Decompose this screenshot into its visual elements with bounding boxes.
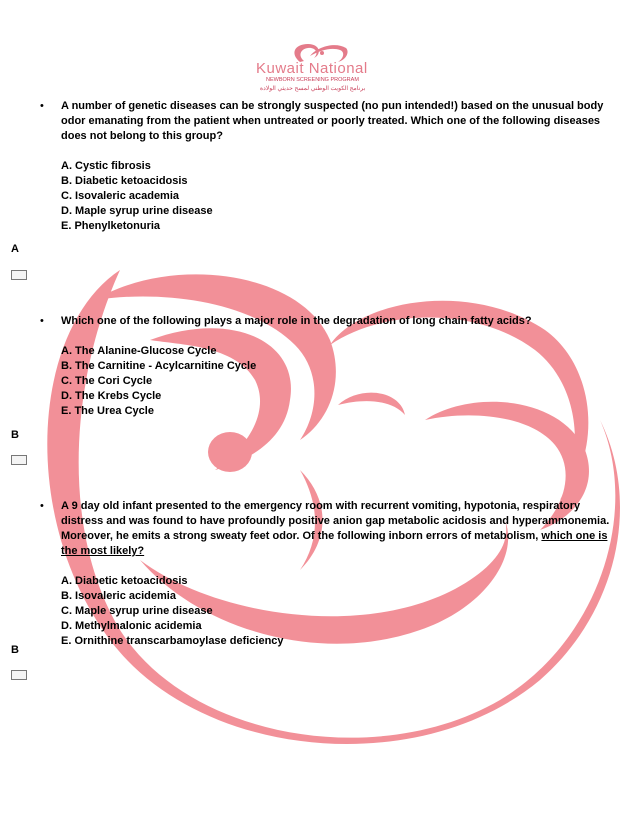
option: A. The Alanine-Glucose Cycle bbox=[61, 345, 217, 357]
question-2 bbox=[40, 314, 620, 419]
option: D. Maple syrup urine disease bbox=[61, 205, 213, 217]
option: E. Ornithine transcarbamoylase deficiency bbox=[61, 635, 284, 647]
bullet-icon: • bbox=[40, 500, 44, 512]
option: B. The Carnitine - Acylcarnitine Cycle bbox=[61, 360, 257, 372]
option: D. Methylmalonic acidemia bbox=[61, 620, 202, 632]
option: C. Isovaleric academia bbox=[61, 190, 180, 202]
option: A. Cystic fibrosis bbox=[61, 160, 151, 172]
option: A. Diabetic ketoacidosis bbox=[61, 575, 188, 587]
options-list bbox=[61, 574, 620, 649]
option: C. Maple syrup urine disease bbox=[61, 605, 213, 617]
answer-2: B bbox=[11, 429, 19, 441]
question-stem: A number of genetic diseases can be strongly suspected (no pun intended!) based on the unusual body odor emanating from the patient when untreated or poorly treated. Which one of the following diseases does not belong to this group? bbox=[61, 100, 604, 142]
answer-3: B bbox=[11, 644, 19, 656]
question-stem bbox=[61, 499, 620, 559]
question-3 bbox=[40, 499, 620, 649]
bullet-icon: • bbox=[40, 315, 44, 327]
question-stem-main: A 9 day old infant presented to the emergency room with recurrent vomiting, hypotonia, respiratory distress and was found to have profoundly positive anion gap metabolic acidosis and hyperammonemia. Moreover, he emits a strong sweaty feet odor. Of the following inborn errors of metabolism, bbox=[61, 500, 610, 542]
option: E. Phenylketonuria bbox=[61, 220, 161, 232]
question-stem-underlined: which one is the most likely? bbox=[61, 530, 608, 557]
logo-arabic-text: برنامج الكويت الوطني لمسح حديثي الولادة bbox=[260, 86, 366, 92]
options-list bbox=[61, 344, 620, 419]
option: E. The Urea Cycle bbox=[61, 405, 154, 417]
option: C. The Cori Cycle bbox=[61, 375, 153, 387]
option: B. Isovaleric acidemia bbox=[61, 590, 176, 602]
bullet-icon: • bbox=[40, 100, 44, 112]
question-1 bbox=[40, 99, 620, 234]
option: D. The Krebs Cycle bbox=[61, 390, 162, 402]
logo-subtitle: NEWBORN SCREENING PROGRAM bbox=[266, 77, 359, 83]
logo-title: Kuwait National bbox=[256, 60, 368, 77]
answer-1: A bbox=[11, 243, 19, 255]
broken-image-icon bbox=[11, 670, 27, 680]
option: B. Diabetic ketoacidosis bbox=[61, 175, 188, 187]
options-list bbox=[61, 159, 620, 234]
broken-image-icon bbox=[11, 455, 27, 465]
broken-image-icon bbox=[11, 270, 27, 280]
question-stem: Which one of the following plays a major role in the degradation of long chain fatty acids? bbox=[61, 315, 532, 327]
logo bbox=[250, 38, 390, 96]
